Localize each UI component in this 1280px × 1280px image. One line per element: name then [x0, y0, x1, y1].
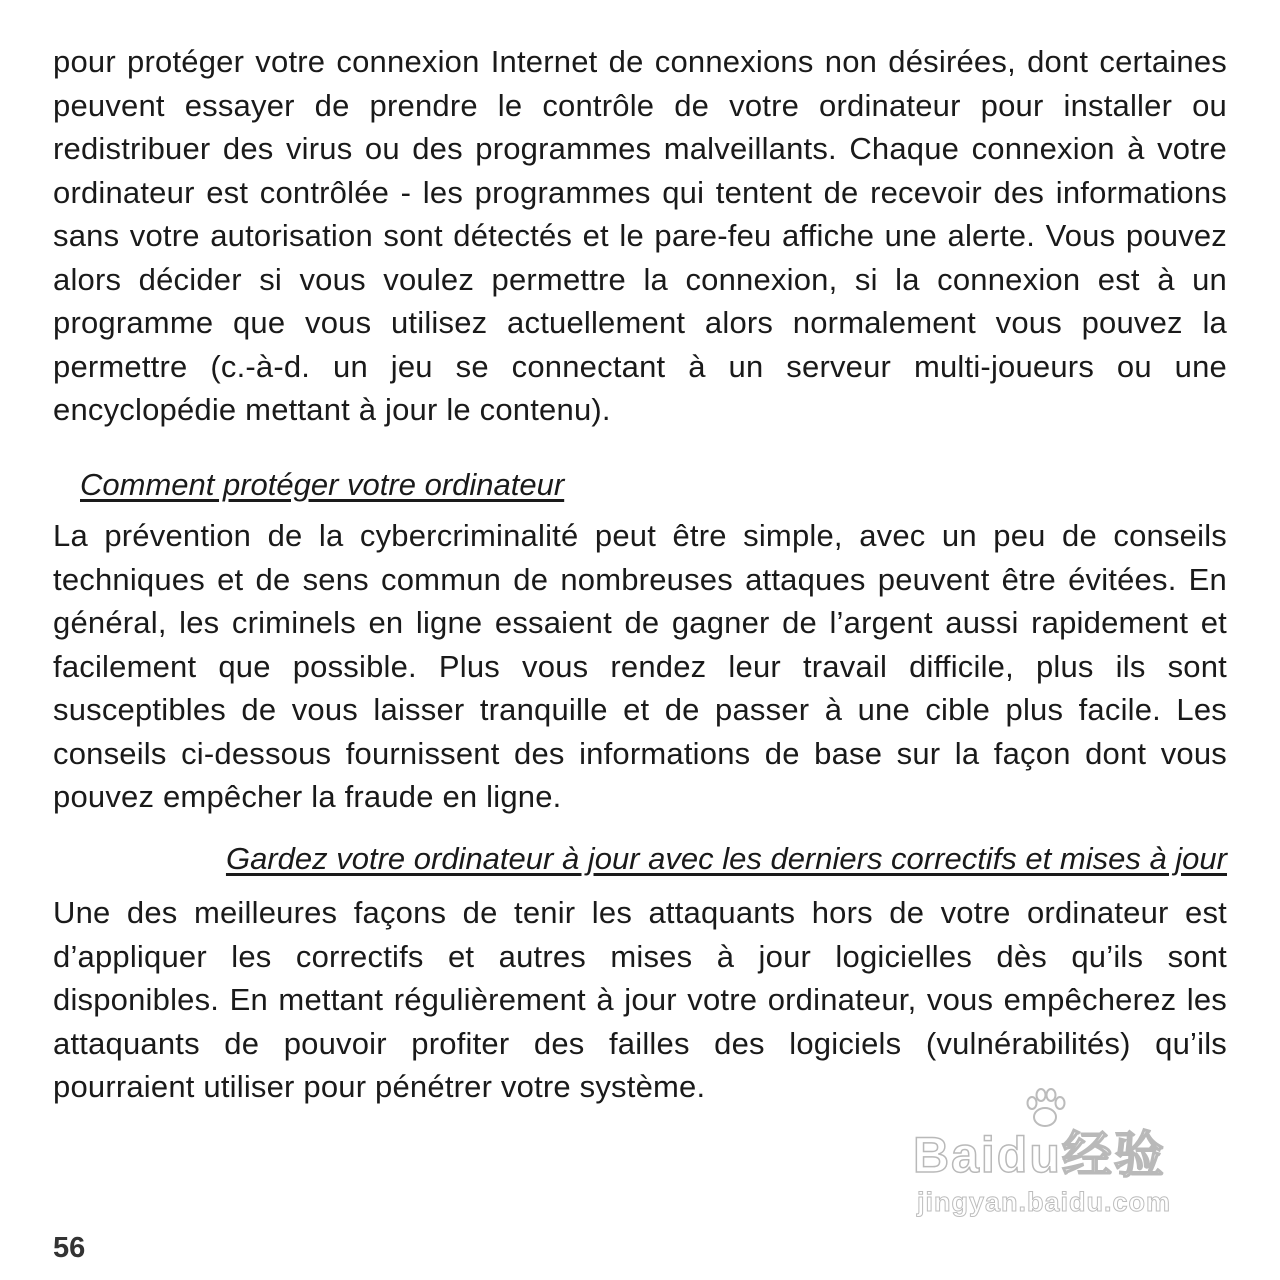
- section-heading-protect-computer: Comment protéger votre ordinateur: [80, 466, 565, 502]
- watermark-url: jingyan.baidu.com: [917, 1187, 1172, 1217]
- document-page: [53, 40, 1227, 1109]
- page-number: 56: [53, 1232, 86, 1264]
- paragraph-firewall: pour protéger votre connexion Internet de connexions non désirées, dont certaines peuvent essayer de prendre le contrôle de votre ordinateur pour installer ou redistribuer des virus ou des programmes malveillants. Chaque connexion à votre ordinateur est contrôlée - les programmes qui tentent de recevoir des informations sans votre autorisation sont détectés et le pare-feu affiche une alerte. Vous pouvez alors décider si vous voulez permettre la connexion, si la connexion est à un programme que vous utilisez actuellement alors normalement vous pouvez la permettre (c.-à-d. un jeu se connectant à un serveur multi-joueurs ou une encyclopédie mettant à jour le contenu).: [53, 44, 1227, 427]
- watermark-brand: Baidu经验: [913, 1127, 1166, 1183]
- section-heading-updates: Gardez votre ordinateur à jour avec les derniers correctifs et mises à jour: [225, 840, 1227, 876]
- paragraph-prevention: La prévention de la cybercriminalité peut être simple, avec un peu de conseils techniques et de sens commun de nombreuses attaques peuvent être évitées. En général, les criminels en ligne essaient de gagner de l’argent aussi rapidement et facilement que possible. Plus vous rendez leur travail difficile, plus ils sont susceptibles de vous laisser tranquille et de passer à une cible plus facile. Les conseils ci-dessous fournissent des informations de base sur la façon dont vous pouvez empêcher la fraude en ligne.: [53, 518, 1227, 814]
- paragraph-patches: Une des meilleures façons de tenir les attaquants hors de votre ordinateur est d’appliquer les correctifs et autres mises à jour logicielles dès qu’ils sont disponibles. En mettant régulièrement à jour votre ordinateur, vous empêcherez les attaquants de pouvoir profiter des failles des logiciels (vulnérabilités) qu’ils pourraient utiliser pour pénétrer votre système.: [53, 895, 1227, 1104]
